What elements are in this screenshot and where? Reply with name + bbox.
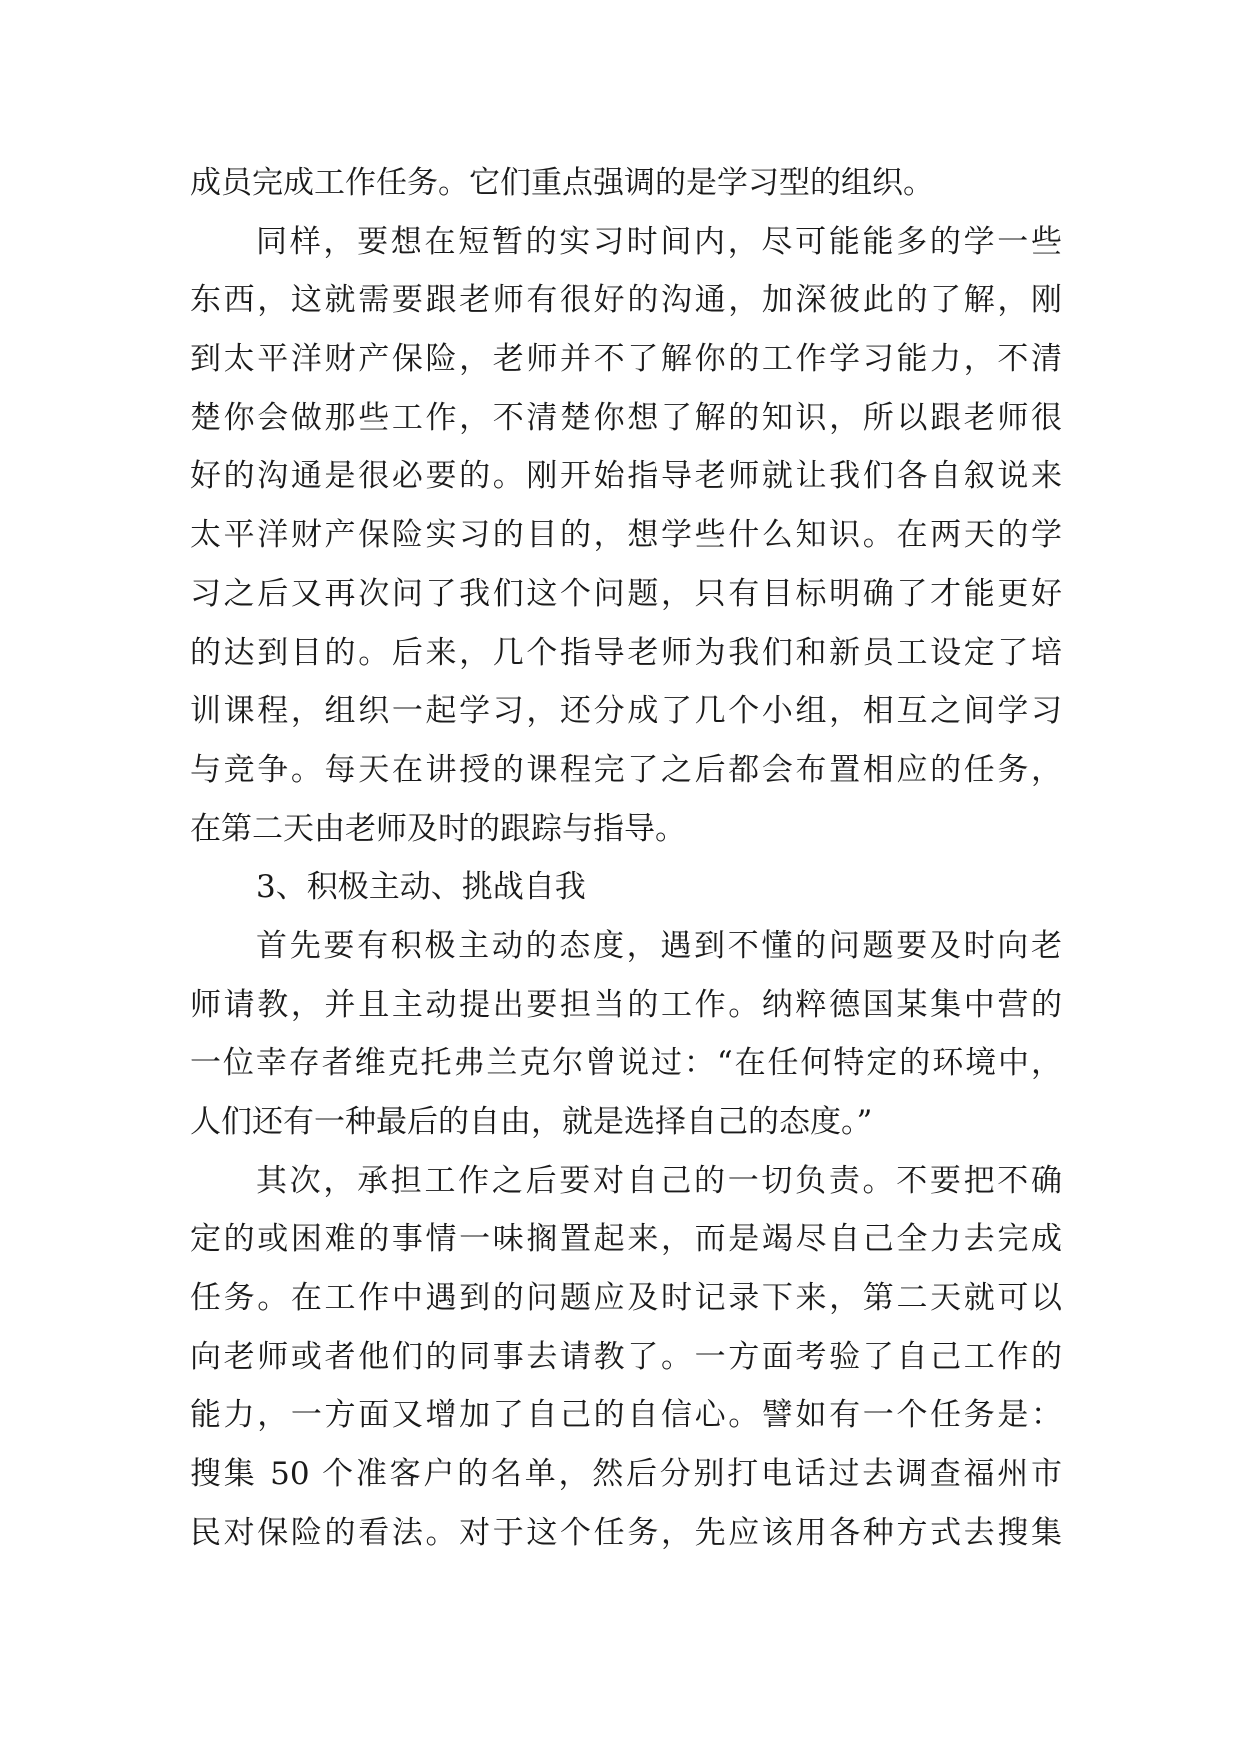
- text-line: 人们还有一种最后的自由，就是选择自己的态度。”: [190, 1104, 873, 1140]
- text-line: 东西，这就需要跟老师有很好的沟通，加深彼此的了解，刚: [190, 282, 1062, 319]
- text-line: 的达到目的。后来，几个指导老师为我们和新员工设定了培: [190, 634, 1062, 671]
- section-heading: 3、积极主动、挑战自我: [256, 869, 586, 906]
- text-line: 训课程，组织一起学习，还分成了几个小组，相互之间学习: [190, 693, 1062, 730]
- paragraph-first-line: 其次，承担工作之后要对自己的一切负责。不要把不确: [256, 1162, 1062, 1199]
- text-line: 楚你会做那些工作，不清楚你想了解的知识，所以跟老师很: [190, 399, 1062, 436]
- text-line: 习之后又再次问了我们这个问题，只有目标明确了才能更好: [190, 575, 1062, 612]
- text-line: 定的或困难的事情一味搁置起来，而是竭尽自己全力去完成: [190, 1221, 1062, 1258]
- body-text: [190, 154, 1062, 1563]
- text-line: 与竞争。每天在讲授的课程完了之后都会布置相应的任务，: [190, 751, 1062, 788]
- text-line: 向老师或者他们的同事去请教了。一方面考验了自己工作的: [190, 1338, 1062, 1375]
- text-line: 在第二天由老师及时的跟踪与指导。: [190, 810, 686, 847]
- paragraph-first-line: 同样，要想在短暂的实习时间内，尽可能能多的学一些: [256, 223, 1062, 260]
- text-line: 师请教，并且主动提出要担当的工作。纳粹德国某集中营的: [190, 986, 1062, 1023]
- text-line: 成员完成工作任务。它们重点强调的是学习型的组织。: [190, 165, 934, 201]
- text-line: 能力，一方面又增加了自己的自信心。譬如有一个任务是：: [190, 1397, 1062, 1434]
- paragraph-first-line: 首先要有积极主动的态度，遇到不懂的问题要及时向老: [256, 927, 1062, 964]
- text-line: 太平洋财产保险实习的目的，想学些什么知识。在两天的学: [190, 517, 1062, 554]
- text-line: 好的沟通是很必要的。刚开始指导老师就让我们各自叙说来: [190, 458, 1062, 495]
- text-line: 任务。在工作中遇到的问题应及时记录下来，第二天就可以: [190, 1280, 1062, 1317]
- text-line: 到太平洋财产保险，老师并不了解你的工作学习能力，不清: [190, 341, 1062, 378]
- text-line: 民对保险的看法。对于这个任务，先应该用各种方式去搜集: [190, 1514, 1062, 1551]
- text-line: 搜集 50 个准客户的名单，然后分别打电话过去调查福州市: [190, 1456, 1062, 1493]
- text-line: 一位幸存者维克托弗兰克尔曾说过：“在任何特定的环境中，: [190, 1045, 1062, 1082]
